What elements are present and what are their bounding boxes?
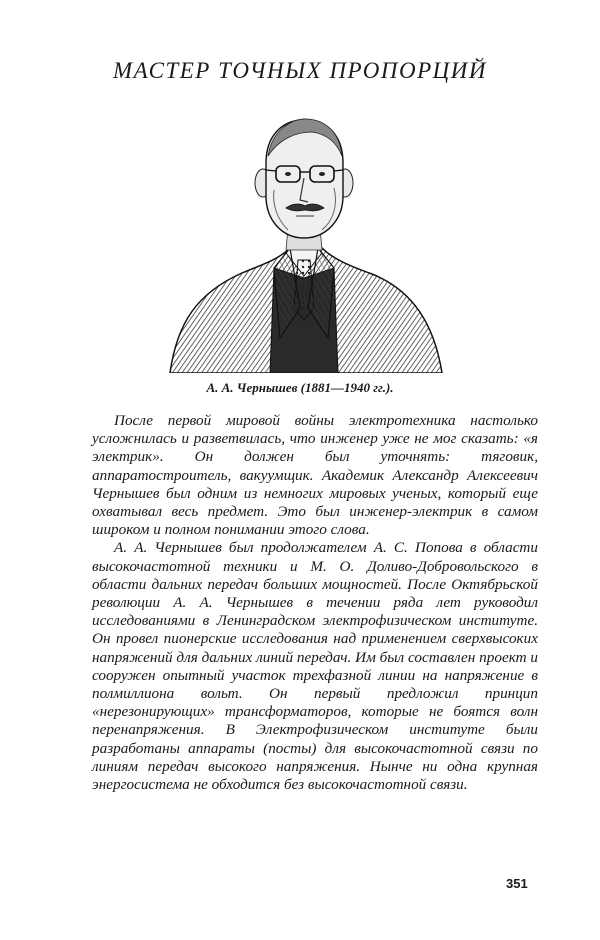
paragraph-2: А. А. Чернышев был продолжателем А. С. Попова в области высокочастотной техники и М. О. Доливо-Добровольского в области дальних передач больших мощностей. После Октябрьской революции А. А. Чернышев в течении ряда лет руководил исследованиями в Ленинградском электрофизическом институте. Он провел пионерские исследования над применением сверхвысоких напряжений для дальних линий передач. Им был составлен проект и сооружен опытный участок трехфазной линии на напряжение в полмиллиона вольт. Он первый предложил принцип «нерезонирующих» трансформаторов, которые не боятся волн перенапряжения. В Электрофизическом институте были разработаны аппараты (посты) для высокочастотной связи по линиям передач высокого напряжения. Нынче ни одна крупная энергосистема не обходится без высокочастотной связи. [92,539,538,794]
portrait-illustration [162,108,447,373]
article-body [92,412,538,794]
paragraph-1: После первой мировой войны электротехника настолько усложнилась и разветвилась, что инженер уже не мог сказать: «я электрик». Он должен был уточнять: тяговик, аппаратостроитель, вакуумщик. Академик Александр Алексеевич Чернышев был одним из немногих мировых ученых, который еще охватывал весь предмет. Это был инженер-электрик в самом широком и полном понимании этого слова. [92,412,538,539]
page-number: 351 [506,876,528,891]
figure-caption: А. А. Чернышев (1881—1940 гг.). [206,380,394,395]
chapter-title: МАСТЕР ТОЧНЫХ ПРОПОРЦИЙ [112,58,488,83]
